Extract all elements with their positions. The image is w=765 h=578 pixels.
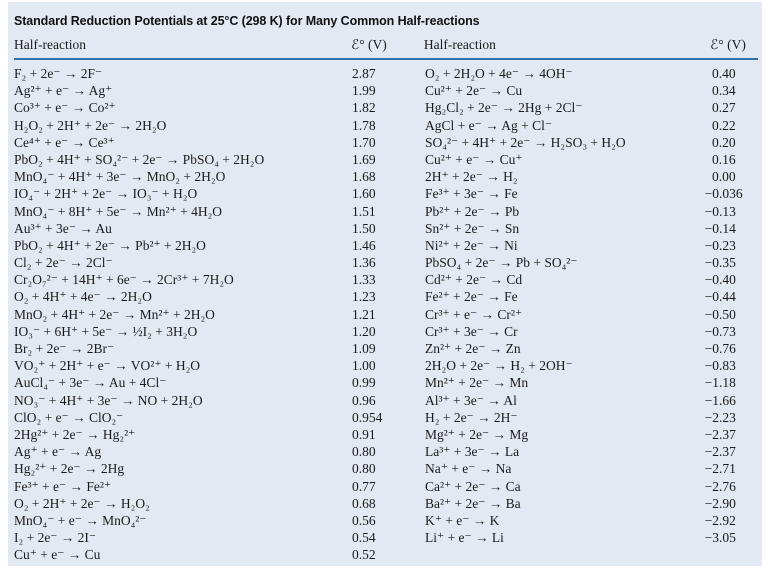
potential-cell: −3.05 [704, 530, 736, 546]
potential-cell: −2.23 [704, 409, 736, 425]
column-header-half-reaction-right: Half-reaction [423, 37, 496, 52]
half-reaction-cell: MnO₄⁻ + e⁻ → MnO₄²⁻ [14, 512, 147, 528]
potential-cell: −2.90 [704, 495, 736, 511]
potential-cell: 0.16 [712, 151, 736, 167]
potential-cell: −0.44 [704, 289, 736, 305]
half-reaction-cell: Zn²⁺ + 2e⁻ → Zn [425, 341, 521, 356]
half-reaction-cell: AuCl₄⁻ + 3e⁻ → Au + 4Cl⁻ [14, 375, 167, 391]
potential-cell: 1.50 [352, 220, 376, 236]
half-reaction-cell: Cr³⁺ + e⁻ → Cr²⁺ [425, 306, 523, 322]
half-reaction-cell: Br₂ + 2e⁻ → 2Br⁻ [14, 341, 115, 356]
potential-cell: −2.76 [704, 478, 736, 494]
column-header-half-reaction-left: Half-reaction [14, 37, 86, 52]
half-reaction-cell: Pb²⁺ + 2e⁻ → Pb [425, 203, 520, 219]
table-row [425, 392, 760, 409]
table-row [425, 409, 760, 426]
potential-cell: 0.80 [352, 444, 376, 460]
half-reaction-cell: AgCl + e⁻ → Ag + Cl⁻ [425, 117, 552, 133]
table-row [425, 203, 760, 220]
table-row [14, 99, 404, 116]
table-row [14, 82, 404, 99]
half-reaction-cell: 2H₂O + 2e⁻ → H₂ + 2OH⁻ [425, 358, 573, 374]
table-title: Standard Reduction Potentials at 25°C (298 K) for Many Common Half-reactions [14, 14, 480, 28]
potential-cell: −2.37 [704, 444, 736, 460]
half-reaction-cell: Na⁺ + e⁻ → Na [425, 461, 512, 477]
potential-cell: −2.92 [704, 512, 736, 528]
table-row [425, 529, 760, 546]
half-reaction-cell: Ca²⁺ + 2e⁻ → Ca [425, 478, 521, 494]
table-row [425, 237, 760, 254]
potential-cell: 1.69 [352, 151, 376, 167]
table-row [14, 357, 404, 374]
table-row [14, 323, 404, 340]
table-row [14, 443, 404, 460]
half-reaction-cell: Cr₂O₇²⁻ + 14H⁺ + 6e⁻ → 2Cr³⁺ + 7H₂O [14, 272, 234, 288]
table-row [425, 271, 760, 288]
left-column-rows [14, 65, 404, 563]
table-row [425, 495, 760, 512]
potential-cell: 1.51 [352, 203, 376, 219]
table-row [425, 460, 760, 477]
half-reaction-cell: PbO₂ + 4H⁺ + SO₄²⁻ + 2e⁻ → PbSO₄ + 2H₂O [14, 151, 265, 167]
potential-cell: 1.78 [352, 117, 376, 133]
table-row [14, 495, 404, 512]
potential-cell: 1.99 [352, 83, 376, 99]
table-row [425, 357, 760, 374]
potential-cell: 0.52 [352, 547, 376, 563]
table-row [14, 392, 404, 409]
potential-cell: −0.73 [704, 323, 736, 339]
right-column-rows [425, 65, 760, 563]
table-row [14, 117, 404, 134]
potential-cell: −1.18 [704, 375, 736, 391]
table-row [14, 426, 404, 443]
half-reaction-cell: 2Hg²⁺ + 2e⁻ → Hg₂²⁺ [14, 426, 136, 442]
table-row [425, 65, 760, 82]
half-reaction-cell: La³⁺ + 3e⁻ → La [425, 444, 520, 460]
potential-cell: −0.50 [704, 306, 736, 322]
table-row [425, 117, 760, 134]
column-header-potential-left: ℰ° (V) [351, 37, 387, 52]
potential-cell: 0.34 [712, 83, 736, 99]
table-row [425, 443, 760, 460]
table-body [14, 60, 758, 563]
half-reaction-cell: Fe²⁺ + 2e⁻ → Fe [425, 289, 518, 305]
half-reaction-cell: Cl₂ + 2e⁻ → 2Cl⁻ [14, 255, 113, 271]
potential-cell: 2.87 [352, 66, 376, 81]
table-row [425, 374, 760, 391]
potential-cell: 0.99 [352, 375, 376, 391]
half-reaction-cell: Fe³⁺ + 3e⁻ → Fe [425, 186, 518, 202]
potential-cell: 0.91 [352, 426, 376, 442]
potential-cell: 1.00 [352, 358, 376, 374]
table-header [14, 37, 758, 60]
half-reaction-cell: Al³⁺ + 3e⁻ → Al [425, 392, 517, 408]
table-row [14, 185, 404, 202]
table-row [425, 340, 760, 357]
table-row [425, 323, 760, 340]
potential-cell: 0.27 [712, 100, 736, 116]
table-row [425, 168, 760, 185]
half-reaction-cell: MnO₄⁻ + 8H⁺ + 5e⁻ → Mn²⁺ + 4H₂O [14, 203, 223, 219]
half-reaction-cell: IO₄⁻ + 2H⁺ + 2e⁻ → IO₃⁻ + H₂O [14, 186, 198, 202]
half-reaction-cell: Co³⁺ + e⁻ → Co²⁺ [14, 100, 116, 116]
half-reaction-cell: NO₃⁻ + 4H⁺ + 3e⁻ → NO + 2H₂O [14, 392, 203, 408]
half-reaction-cell: O₂ + 2H₂O + 4e⁻ → 4OH⁻ [425, 66, 573, 81]
potential-cell: −2.71 [704, 461, 736, 477]
table-row [14, 254, 404, 271]
potential-cell: 1.21 [352, 306, 376, 322]
potential-cell: 0.954 [352, 409, 383, 425]
potential-cell: 1.23 [352, 289, 376, 305]
table-row [425, 220, 760, 237]
table-row [14, 546, 404, 563]
table-row [425, 254, 760, 271]
potential-cell: 1.82 [352, 100, 376, 116]
half-reaction-cell: PbO₂ + 4H⁺ + 2e⁻ → Pb²⁺ + 2H₂O [14, 237, 206, 253]
potential-cell: −0.13 [704, 203, 736, 219]
potential-cell: −0.83 [704, 358, 736, 374]
half-reaction-cell: PbSO₄ + 2e⁻ → Pb + SO₄²⁻ [425, 255, 578, 271]
half-reaction-cell: MnO₂ + 4H⁺ + 2e⁻ → Mn²⁺ + 2H₂O [14, 306, 215, 322]
half-reaction-cell: VO₂⁺ + 2H⁺ + e⁻ → VO²⁺ + H₂O [14, 358, 201, 374]
potential-cell: 1.70 [352, 134, 376, 150]
potential-cell: −0.14 [704, 220, 736, 236]
potential-cell: 0.80 [352, 461, 376, 477]
table-row [14, 460, 404, 477]
potential-cell: 0.54 [352, 530, 376, 546]
table-row [425, 288, 760, 305]
table-row [425, 185, 760, 202]
table-row [14, 65, 404, 82]
table-row [425, 151, 760, 168]
potential-cell: 0.56 [352, 512, 376, 528]
half-reaction-cell: H₂ + 2e⁻ → 2H⁻ [425, 409, 518, 425]
table-row [14, 409, 404, 426]
half-reaction-cell: Li⁺ + e⁻ → Li [425, 530, 504, 546]
table-row [14, 374, 404, 391]
half-reaction-cell: Cu⁺ + e⁻ → Cu [14, 547, 101, 563]
potential-cell: 1.60 [352, 186, 376, 202]
potential-cell: 0.68 [352, 495, 376, 511]
table-row [14, 512, 404, 529]
half-reaction-cell: Ce⁴⁺ + e⁻ → Ce³⁺ [14, 134, 115, 150]
potential-cell: 0.20 [712, 134, 736, 150]
table-row [425, 512, 760, 529]
half-reaction-cell: I₂ + 2e⁻ → 2I⁻ [14, 530, 97, 546]
table-row [14, 288, 404, 305]
half-reaction-cell: Cu²⁺ + e⁻ → Cu⁺ [425, 151, 523, 167]
half-reaction-cell: Mn²⁺ + 2e⁻ → Mn [425, 375, 529, 391]
column-header-potential-right: ℰ° (V) [710, 37, 746, 52]
half-reaction-cell: Ni²⁺ + 2e⁻ → Ni [425, 237, 518, 253]
half-reaction-cell: IO₃⁻ + 6H⁺ + 5e⁻ → ½I₂ + 3H₂O [14, 323, 198, 339]
half-reaction-cell: Sn²⁺ + 2e⁻ → Sn [425, 220, 520, 236]
half-reaction-cell: Ag²⁺ + e⁻ → Ag⁺ [14, 83, 113, 99]
table-row [14, 203, 404, 220]
half-reaction-cell: K⁺ + e⁻ → K [425, 512, 500, 528]
half-reaction-cell: Ba²⁺ + 2e⁻ → Ba [425, 495, 521, 511]
half-reaction-cell: Cr³⁺ + 3e⁻ → Cr [425, 323, 518, 339]
potential-cell: −2.37 [704, 426, 736, 442]
half-reaction-cell: Hg₂²⁺ + 2e⁻ → 2Hg [14, 461, 125, 477]
half-reaction-cell: Ag⁺ + e⁻ → Ag [14, 444, 102, 460]
half-reaction-cell: O₂ + 4H⁺ + 4e⁻ → 2H₂O [14, 289, 152, 305]
table-row [425, 134, 760, 151]
table-row [425, 426, 760, 443]
half-reaction-cell: Cd²⁺ + 2e⁻ → Cd [425, 272, 523, 288]
table-row [14, 529, 404, 546]
potential-cell: 1.20 [352, 323, 376, 339]
potential-cell: 0.40 [712, 66, 736, 81]
table-row [14, 134, 404, 151]
table-row [14, 271, 404, 288]
half-reaction-cell: F₂ + 2e⁻ → 2F⁻ [14, 66, 103, 81]
potential-cell: 0.96 [352, 392, 376, 408]
table-row [14, 237, 404, 254]
potential-cell: −0.35 [704, 255, 736, 271]
table-row [14, 168, 404, 185]
potential-cell: −0.036 [704, 186, 743, 202]
potential-cell: 0.00 [712, 169, 736, 185]
potential-cell: −0.76 [704, 341, 736, 356]
reduction-potentials-table [8, 2, 762, 566]
potential-cell: 1.33 [352, 272, 376, 288]
table-row [14, 306, 404, 323]
half-reaction-cell: 2H⁺ + 2e⁻ → H₂ [425, 169, 518, 185]
table-row [425, 82, 760, 99]
potential-cell: −1.66 [704, 392, 736, 408]
half-reaction-cell: SO₄²⁻ + 4H⁺ + 2e⁻ → H₂SO₃ + H₂O [425, 134, 626, 150]
half-reaction-cell: O₂ + 2H⁺ + 2e⁻ → H₂O₂ [14, 495, 150, 511]
potential-cell: 1.36 [352, 255, 376, 271]
potential-cell: 1.46 [352, 237, 376, 253]
half-reaction-cell: Au³⁺ + 3e⁻ → Au [14, 220, 112, 236]
table-row [425, 306, 760, 323]
half-reaction-cell: Cu²⁺ + 2e⁻ → Cu [425, 83, 523, 99]
table-row [14, 151, 404, 168]
potential-cell: 1.09 [352, 341, 376, 356]
table-row [425, 478, 760, 495]
potential-cell: 0.77 [352, 478, 376, 494]
half-reaction-cell: Fe³⁺ + e⁻ → Fe²⁺ [14, 478, 112, 494]
table-row [14, 478, 404, 495]
half-reaction-cell: ClO₂ + e⁻ → ClO₂⁻ [14, 409, 124, 425]
half-reaction-cell: Hg₂Cl₂ + 2e⁻ → 2Hg + 2Cl⁻ [425, 100, 583, 116]
half-reaction-cell: H₂O₂ + 2H⁺ + 2e⁻ → 2H₂O [14, 117, 167, 133]
potential-cell: 1.68 [352, 169, 376, 185]
table-row [425, 99, 760, 116]
half-reaction-cell: Mg²⁺ + 2e⁻ → Mg [425, 426, 529, 442]
potential-cell: −0.40 [704, 272, 736, 288]
table-row [14, 220, 404, 237]
table-row [14, 340, 404, 357]
potential-cell: 0.22 [712, 117, 736, 133]
half-reaction-cell: MnO₄⁻ + 4H⁺ + 3e⁻ → MnO₂ + 2H₂O [14, 169, 226, 185]
potential-cell: −0.23 [704, 237, 736, 253]
